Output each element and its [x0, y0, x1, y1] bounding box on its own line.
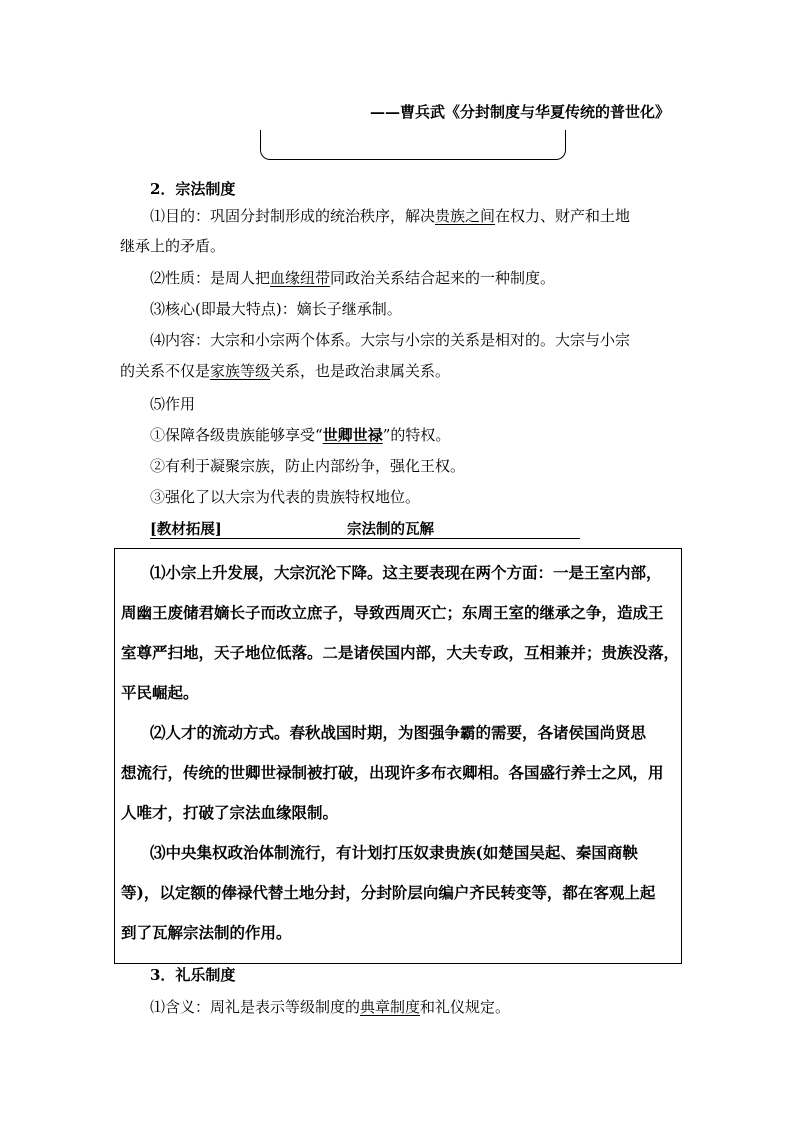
effect-item-3: ③强化了以大宗为代表的贵族特权地位。 — [150, 488, 421, 506]
extension-line: 周幽王废储君嫡长子而改立庶子，导致西周灭亡；东周王室的继承之争，造成王 — [121, 603, 664, 622]
section-2-heading: 2．宗法制度 — [150, 180, 236, 198]
quote-box-bottom-bracket — [260, 130, 566, 160]
extension-line: ⑵人才的流动方式。春秋战国时期，为图强争霸的需要，各诸侯国尚贤思 — [150, 723, 647, 742]
extension-line: 室尊严扫地，天子地位低落。二是诸侯国内部，大夫专政，互相兼并；贵族没落， — [121, 643, 680, 662]
core-line: ⑶核心(即最大特点)：嫡长子继承制。 — [150, 300, 402, 318]
source-citation: ——曹兵武《分封制度与华夏传统的普世化》 — [369, 103, 670, 121]
effect-item-1: ①保障各级贵族能够享受“世卿世禄”的特权。 — [150, 426, 451, 444]
effect-heading: ⑸作用 — [150, 395, 196, 413]
extension-title-bar — [150, 518, 580, 539]
meaning-line: ⑴含义：周礼是表示等级制度的典章制度和礼仪规定。 — [150, 998, 511, 1016]
underlined-term: 血缘纽带 — [270, 269, 331, 287]
underlined-term: 世卿世禄 — [322, 426, 383, 444]
section-3-heading: 3．礼乐制度 — [150, 966, 236, 984]
underlined-term: 贵族之间 — [435, 207, 496, 225]
underlined-term: 家族等级 — [210, 362, 271, 380]
extension-line: 想流行，传统的世卿世禄制被打破，出现许多布衣卿相。各国盛行养士之风，用 — [121, 763, 664, 782]
extension-title: 宗法制的瓦解 — [347, 521, 434, 538]
extension-tag: [教材拓展] — [150, 521, 222, 538]
content-line-1: ⑷内容：大宗和小宗两个体系。大宗与小宗的关系是相对的。大宗与小宗 — [150, 331, 631, 349]
underlined-term: 典章制度 — [360, 998, 421, 1016]
extension-line: ⑴小宗上升发展，大宗沉沦下降。这主要表现在两个方面：一是王室内部， — [150, 563, 662, 582]
extension-box — [114, 548, 682, 964]
purpose-line-1: ⑴目的：巩固分封制形成的统治秩序，解决贵族之间在权力、财产和土地 — [150, 207, 631, 225]
purpose-line-2: 继承上的矛盾。 — [120, 237, 226, 255]
extension-line: 等)，以定额的俸禄代替土地分封，分封阶层向编户齐民转变等，都在客观上起 — [121, 883, 656, 902]
effect-item-2: ②有利于凝聚宗族，防止内部纷争，强化王权。 — [150, 457, 466, 475]
content-line-2: 的关系不仅是家族等级关系，也是政治隶属关系。 — [120, 362, 451, 380]
extension-line: ⑶中央集权政治体制流行，有计划打压奴隶贵族(如楚国吴起、秦国商鞅 — [150, 843, 638, 862]
extension-line: 平民崛起。 — [121, 683, 199, 702]
extension-line: 到了瓦解宗法制的作用。 — [121, 923, 292, 942]
nature-line: ⑵性质：是周人把血缘纽带同政治关系结合起来的一种制度。 — [150, 269, 556, 287]
extension-line: 人唯才，打破了宗法血缘限制。 — [121, 803, 339, 822]
